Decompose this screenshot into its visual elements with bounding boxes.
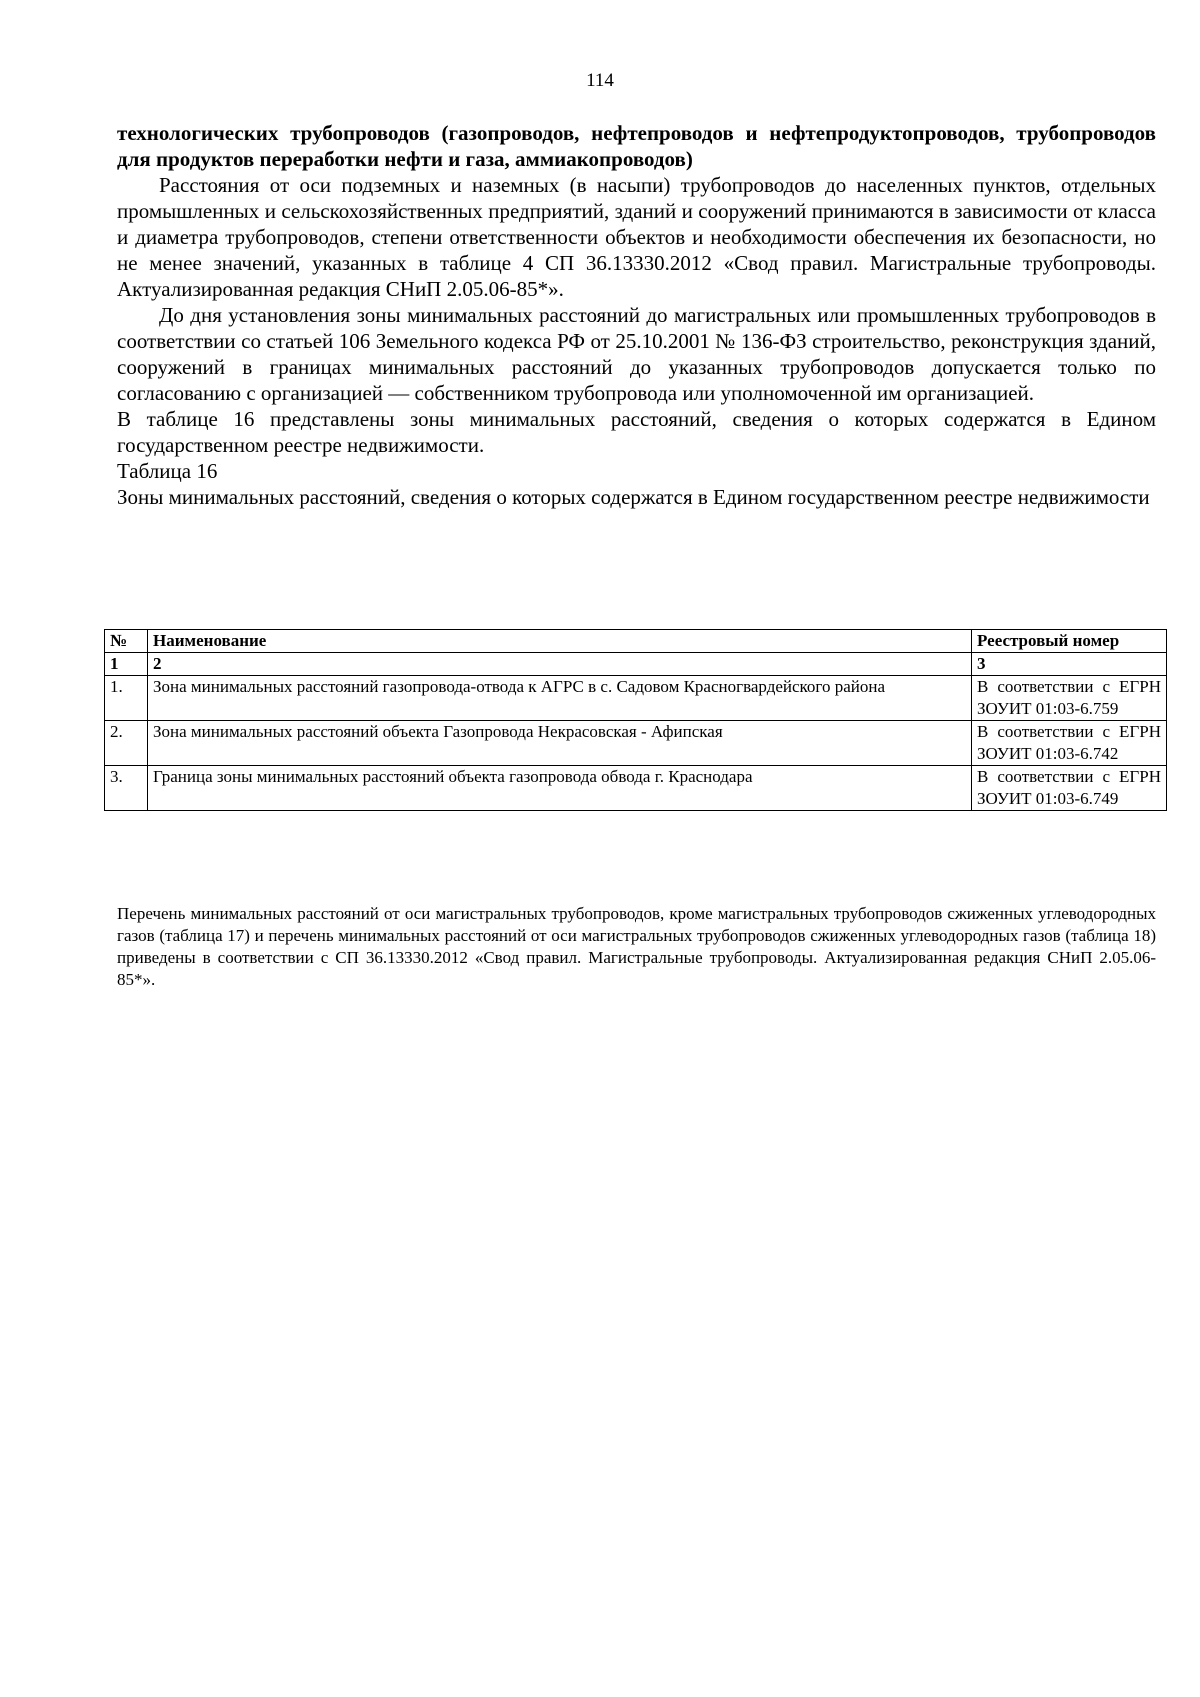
row-name: Зона минимальных расстояний объекта Газопровода Некрасовская - Афипская xyxy=(148,721,972,766)
header-cell: Наименование xyxy=(148,630,972,653)
page-number: 114 xyxy=(586,70,614,91)
row-number: 1. xyxy=(105,676,148,721)
row-name: Граница зоны минимальных расстояний объекта газопровода обвода г. Краснодара xyxy=(148,766,972,811)
paragraph: Расстояния от оси подземных и наземных (в насыпи) трубопроводов до населенных пунктов, отдельных промышленных и сельскохозяйственных предприятий, зданий и сооружений принимаются в зависимости от класса и диаметра трубопроводов, степени ответственности объектов и необходимости обеспечения их безопасности, но не менее значений, указанных в таблице 4 СП 36.13330.2012 «Свод правил. Магистральные трубопроводы. Актуализированная редакция СНиП 2.05.06-85*». xyxy=(117,173,1156,301)
row-registry-number: В соответствии с ЕГРН ЗОУИТ 01:03-6.742 xyxy=(972,721,1167,766)
table-index-row xyxy=(105,653,1167,676)
index-cell: 2 xyxy=(148,653,972,676)
header-cell: № xyxy=(105,630,148,653)
table-row xyxy=(105,766,1167,811)
row-number: 3. xyxy=(105,766,148,811)
index-cell: 1 xyxy=(105,653,148,676)
row-registry-number: В соответствии с ЕГРН ЗОУИТ 01:03-6.749 xyxy=(972,766,1167,811)
paragraph: В таблице 16 представлены зоны минимальных расстояний, сведения о которых содержатся в Едином государственном реестре недвижимости. xyxy=(117,407,1156,457)
registry-table xyxy=(104,629,1167,811)
main-text xyxy=(117,120,1156,510)
table-label: Таблица 16 xyxy=(117,459,218,483)
index-cell: 3 xyxy=(972,653,1167,676)
table-row xyxy=(105,721,1167,766)
table-row xyxy=(105,676,1167,721)
table-header-row xyxy=(105,630,1167,653)
row-number: 2. xyxy=(105,721,148,766)
header-cell: Реестровый номер xyxy=(972,630,1167,653)
row-name: Зона минимальных расстояний газопровода-отвода к АГРС в с. Садовом Красногвардейского района xyxy=(148,676,972,721)
row-registry-number: В соответствии с ЕГРН ЗОУИТ 01:03-6.759 xyxy=(972,676,1167,721)
paragraph: До дня установления зоны минимальных расстояний до магистральных или промышленных трубопроводов в соответствии со статьей 106 Земельного кодекса РФ от 25.10.2001 № 136-ФЗ строительство, реконструкция зданий, сооружений в границах минимальных расстояний до указанных трубопроводов допускается только по согласованию с организацией — собственником трубопровода или уполномоченной им организацией. xyxy=(117,303,1156,405)
section-heading: технологических трубопроводов (газопроводов, нефтепроводов и нефтепродуктопроводов, трубопроводов для продуктов переработки нефти и газа, аммиакопроводов) xyxy=(117,121,1156,171)
note-paragraph: Перечень минимальных расстояний от оси магистральных трубопроводов, кроме магистральных трубопроводов сжиженных углеводородных газов (таблица 17) и перечень минимальных расстояний от оси магистральных трубопроводов сжиженных углеводородных газов (таблица 18) приведены в соответствии с СП 36.13330.2012 «Свод правил. Магистральные трубопроводы. Актуализированная редакция СНиП 2.05.06-85*». xyxy=(117,904,1156,989)
table-title: Зоны минимальных расстояний, сведения о которых содержатся в Едином государственном реестре недвижимости xyxy=(117,485,1150,509)
